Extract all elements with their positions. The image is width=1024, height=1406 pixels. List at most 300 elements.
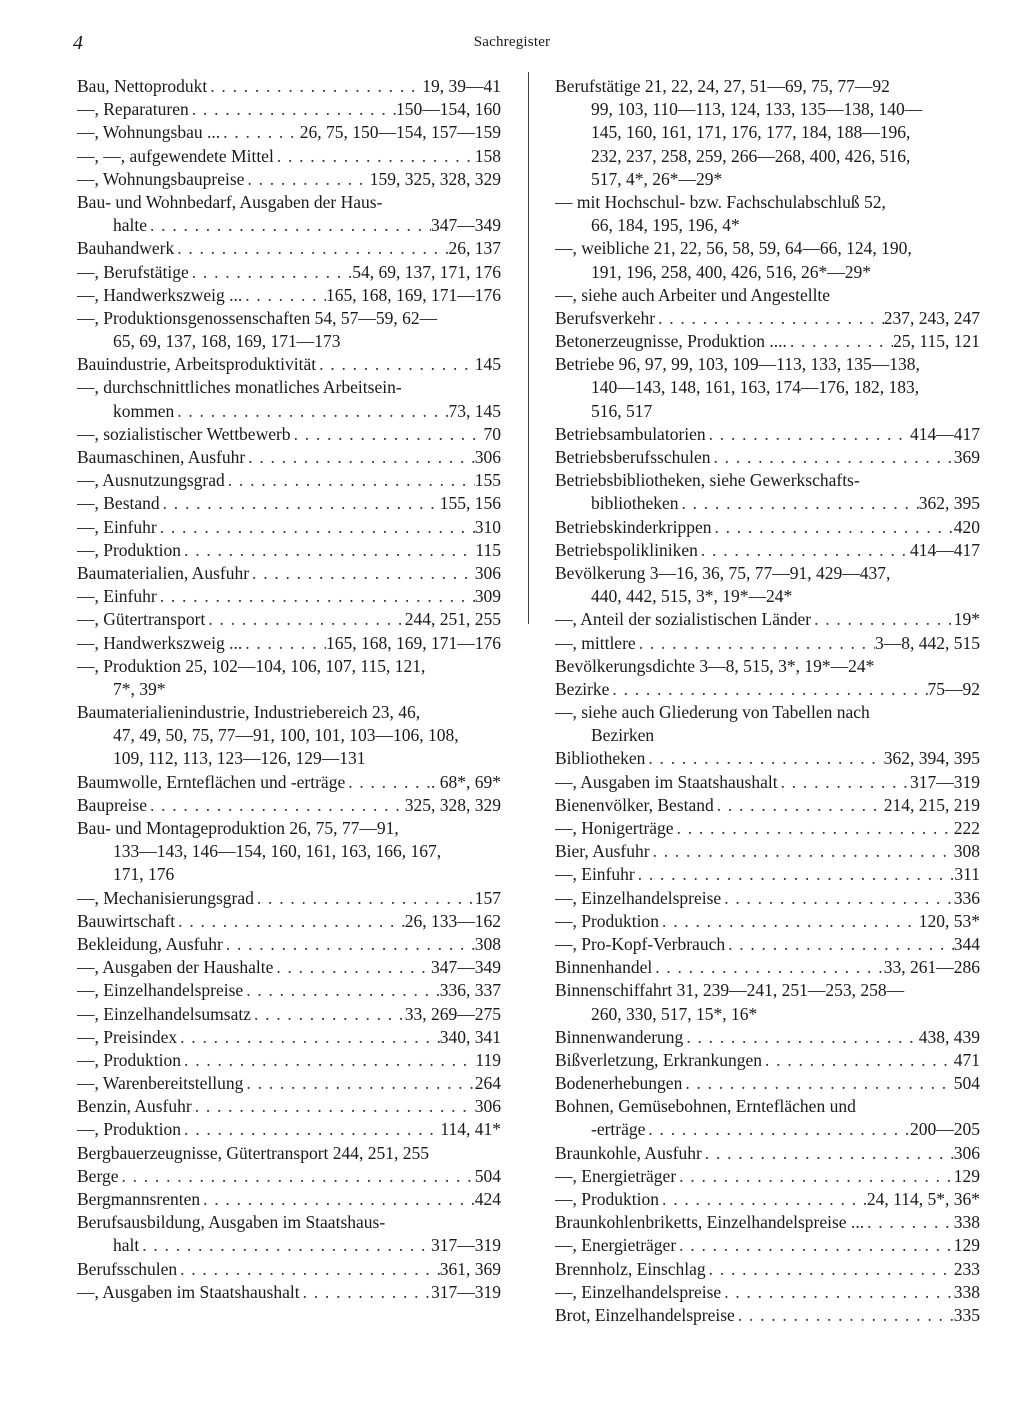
index-term: 191, 196, 258, 400, 426, 516, 26*—29* [591,261,871,282]
index-entry [555,1072,980,1095]
index-term: Berufsschulen [77,1258,178,1279]
index-entry [555,701,980,724]
index-term: halt [113,1235,140,1256]
dot-leader [192,1095,475,1118]
index-entry [555,747,980,770]
index-pages: 309 [474,586,501,607]
index-term: Betriebsbibliotheken, siehe Gewerkschafts- [555,470,860,491]
dot-leader [609,678,927,701]
index-term: —, Anteil der sozialistischen Länder [555,609,812,630]
index-entry [77,330,501,353]
dot-leader [245,446,475,469]
index-entry [77,724,501,747]
index-entry [77,1188,501,1211]
index-pages: 438, 439 [918,1026,980,1047]
index-term: —, Energieträger [555,1165,677,1186]
index-term: Bienenvölker, Bestand [555,794,714,815]
index-term: Betriebe 96, 97, 99, 103, 109—113, 133, 135—138, [555,354,920,375]
index-entry [555,1188,980,1211]
index-entry [77,887,501,910]
running-head: Sachregister [473,34,551,50]
index-entry [555,353,980,376]
dot-leader [714,794,884,817]
index-entry [555,539,980,562]
index-term: Bevölkerungsdichte 3—8, 515, 3*, 19*—24* [555,655,875,676]
index-entry [77,632,501,655]
dot-leader [721,1281,954,1304]
dot-leader [674,817,954,840]
index-pages: 200—205 [910,1119,980,1140]
index-term: 99, 103, 110—113, 124, 133, 135—138, 140— [591,99,923,120]
index-entry [555,585,980,608]
index-term: Bezirke [555,678,610,699]
index-term: —, Wohnungsbaupreise [77,168,245,189]
index-pages: 310 [474,516,501,537]
index-entry [77,1211,501,1234]
index-term: -erträge [591,1119,646,1140]
index-term: —, Einzelhandelspreise [555,887,722,908]
index-pages: 306 [953,1142,980,1163]
index-pages: 317—319 [910,771,980,792]
dot-leader [147,214,431,237]
index-term: —, Ausgaben der Haushalte [77,957,274,978]
index-entry [77,307,501,330]
index-term: —, siehe auch Gliederung von Tabellen nach [555,702,870,723]
index-term: —, Ausgaben im Staatshaushalt [77,1281,300,1302]
index-entry [77,1165,501,1188]
index-term: kommen [113,400,175,421]
index-term: —, Reparaturen [77,99,189,120]
index-term: —, Produktion [77,1049,182,1070]
index-term: Betriebskinderkrippen [555,516,712,537]
dot-leader [249,562,475,585]
index-entry [77,817,501,840]
index-pages: 26, 133—162 [404,910,501,931]
dot-leader [645,747,883,770]
index-entry [555,446,980,469]
index-term: Bauhandwerk [77,238,175,259]
index-entry [77,1142,501,1165]
dot-leader [223,933,475,956]
index-term: Berufstätige 21, 22, 24, 27, 51—69, 75, 77—92 [555,76,890,96]
index-entry [77,701,501,724]
index-entry [77,145,501,168]
index-entry [555,887,980,910]
dot-leader [706,1258,954,1281]
index-entry [555,145,980,168]
index-term: —, siehe auch Arbeiter und Angestellte [555,284,831,305]
index-entry [77,1234,501,1257]
index-term: Betonerzeugnisse, Produktion .... [555,331,787,352]
index-entry [555,98,980,121]
index-entry [555,214,980,237]
index-entry [555,469,980,492]
index-pages: 362, 394, 395 [883,748,980,769]
index-pages: 471 [953,1049,980,1070]
index-entry [77,98,501,121]
index-pages: 70 [483,423,501,444]
index-pages: 165, 168, 169, 171—176 [326,284,501,305]
dot-leader [655,307,884,330]
index-entry [555,678,980,701]
index-term: Baumwolle, Ernteflächen und -erträge [77,771,346,792]
index-pages: 264 [474,1073,501,1094]
dot-leader [698,539,910,562]
index-pages: 155, 156 [439,493,501,514]
index-pages: 233 [953,1258,980,1279]
index-pages: 344 [953,933,980,954]
index-term: — mit Hochschul- bzw. Fachschulabschluß 52, [555,191,886,212]
dot-leader [706,423,910,446]
dot-leader [636,632,875,655]
index-entry [77,237,501,260]
dot-leader [645,1118,910,1141]
dot-leader [683,1026,918,1049]
index-pages: 338 [953,1281,980,1302]
index-entry [555,933,980,956]
dot-leader [174,400,448,423]
dot-leader [291,423,484,446]
dot-leader [118,1165,474,1188]
dot-leader [345,771,431,794]
dot-leader [711,516,953,539]
index-term: 145, 160, 161, 171, 176, 177, 184, 188—196, [591,122,911,143]
index-pages: 165, 168, 169, 171—176 [326,632,501,653]
index-pages: 361, 369 [439,1258,501,1279]
index-entry [555,1026,980,1049]
index-pages: 325, 328, 329 [404,794,501,815]
index-term: 232, 237, 258, 259, 266—268, 400, 426, 516, [591,145,911,166]
index-term: Berge [77,1165,119,1186]
index-term: Binnenwanderung [555,1026,684,1047]
index-pages: 158 [474,145,501,166]
index-term: —, Einfuhr [77,586,157,607]
index-pages: 119 [475,1049,501,1070]
index-entry [555,1165,980,1188]
index-term: —, mittlere [555,632,636,653]
index-pages: 362, 395 [918,493,980,514]
index-pages: 25, 115, 121 [893,331,980,352]
index-pages: 336 [953,887,980,908]
index-term: Baupreise [77,794,147,815]
index-pages: 317—319 [431,1281,501,1302]
dot-leader [682,1072,953,1095]
index-entry [77,1118,501,1141]
index-entry [555,817,980,840]
index-entry [77,539,501,562]
dot-leader [147,794,405,817]
index-entry [555,1234,980,1257]
index-pages: 115 [475,539,501,560]
index-pages: 306 [474,1096,501,1117]
index-term: Bauindustrie, Arbeitsproduktivität [77,354,317,375]
index-entry [555,168,980,191]
dot-leader [735,1304,954,1327]
index-entry [555,516,980,539]
dot-leader [659,910,919,933]
page-number: 4 [73,32,83,54]
index-term: 516, 517 [591,400,653,421]
dot-leader [181,539,475,562]
index-term: Bau- und Wohnbedarf, Ausgaben der Haus- [77,191,383,212]
dot-leader [181,1049,475,1072]
index-term: —, Wohnungsbau ... [77,122,221,143]
index-term: Benzin, Ausfuhr [77,1096,192,1117]
index-term: —, sozialistischer Wettbewerb [77,423,291,444]
dot-leader [721,887,954,910]
index-term: —, Pro-Kopf-Verbrauch [555,933,726,954]
index-column-left [77,75,501,1304]
index-entry [77,1281,501,1304]
index-entry [77,75,501,98]
index-entry [77,492,501,515]
index-term: —, Energieträger [555,1235,677,1256]
index-pages: 347—349 [431,957,501,978]
index-term: bibliotheken [591,493,679,514]
index-pages: 308 [474,933,501,954]
dot-leader [316,353,475,376]
index-pages: 424 [474,1189,501,1209]
index-pages: 306 [474,447,501,467]
index-entry [77,562,501,585]
index-term: —, Einzelhandelspreise [555,1281,722,1302]
index-term: Binnenschiffahrt 31, 239—241, 251—253, 258— [555,980,905,1001]
index-term: Berufsverkehr [555,307,656,328]
index-entry [555,1142,980,1165]
index-entry [77,655,501,678]
index-term: —, Ausnutzungsgrad [77,470,225,491]
index-term: —, —, aufgewendete Mittel [77,145,274,166]
index-entry [555,284,980,307]
dot-leader [702,1142,954,1165]
index-entry [77,863,501,886]
index-term: halte [113,215,148,236]
index-entry [77,168,501,191]
dot-leader [207,75,422,98]
index-pages: 145 [474,354,501,375]
index-pages: 338 [953,1212,980,1233]
index-entry [77,423,501,446]
index-pages: 214, 215, 219 [883,794,980,815]
index-entry [555,979,980,1002]
index-entry [77,1003,501,1026]
index-entry [555,655,980,678]
dot-leader [676,1165,954,1188]
index-entry [77,933,501,956]
index-pages: 504 [474,1165,501,1186]
dot-leader [652,956,884,979]
dot-leader [243,979,440,1002]
index-entry [77,353,501,376]
index-pages: 414—417 [910,539,980,560]
dot-leader [243,1072,474,1095]
index-term: Bauwirtschaft [77,910,176,931]
index-entry [77,191,501,214]
dot-leader [220,121,300,144]
index-entry [555,632,980,655]
index-entry [555,608,980,631]
index-pages: 244, 251, 255 [404,609,501,630]
dot-leader [864,1211,954,1234]
index-entry [555,330,980,353]
dot-leader [254,887,475,910]
index-pages: 75—92 [927,678,980,699]
index-term: —, Einfuhr [555,864,635,885]
index-entry [77,1258,501,1281]
index-entry [555,1003,980,1026]
index-entry [77,516,501,539]
index-term: —, Produktion 25, 102—104, 106, 107, 115, 121, [77,655,426,676]
index-entry [555,956,980,979]
index-term: Bevölkerung 3—16, 36, 75, 77—91, 429—437, [555,562,891,583]
index-term: —, Honigerträge [555,818,674,838]
index-entry [555,121,980,144]
dot-leader [174,237,448,260]
index-entry [555,261,980,284]
dot-leader [725,933,954,956]
index-term: Betriebsberufsschulen [555,447,711,467]
index-term: Bißverletzung, Erkrankungen [555,1049,763,1070]
index-entry [555,562,980,585]
index-entry [77,678,501,701]
index-entry [77,400,501,423]
dot-leader [762,1049,954,1072]
index-entry [555,1281,980,1304]
index-term: Baumaterialienindustrie, Industriebereich 23, 46, [77,702,421,723]
dot-leader [635,863,955,886]
index-term: Betriebsambulatorien [555,423,706,444]
index-entry [77,840,501,863]
index-entry [555,492,980,515]
column-divider [528,72,529,624]
index-term: —, Handwerkszweig ... [77,284,243,305]
dot-leader [139,1234,431,1257]
index-term: —, Produktion [77,1119,182,1140]
index-entry [555,75,980,98]
index-term: Brot, Einzelhandelspreise [555,1304,735,1325]
index-entry [77,771,501,794]
index-term: Betriebspolikliniken [555,539,698,560]
index-pages: 24, 114, 5*, 36* [866,1189,980,1209]
index-entry [555,423,980,446]
index-pages: 129 [953,1165,980,1186]
index-entry [77,910,501,933]
index-entry [77,446,501,469]
index-term: 7*, 39* [113,678,166,699]
index-entry [555,863,980,886]
dot-leader [711,446,954,469]
index-term: —, Ausgaben im Staatshaushalt [555,771,778,792]
index-term: 440, 442, 515, 3*, 19*—24* [591,586,793,607]
index-term: Baumaterialien, Ausfuhr [77,562,250,583]
index-term: —, Produktion [555,910,660,931]
index-term: —, Einzelhandelsumsatz [77,1003,251,1024]
index-entry [555,307,980,330]
index-term: Berufsausbildung, Ausgaben im Staatshaus- [77,1212,386,1233]
index-term: Bergmannsrenten [77,1189,201,1209]
index-entry [77,794,501,817]
index-entry [77,1072,501,1095]
index-pages: 347—349 [431,215,501,236]
index-entry [555,400,980,423]
index-term: —, durchschnittliches monatliches Arbeitsein- [77,377,402,398]
dot-leader [676,1234,954,1257]
index-entry [77,585,501,608]
index-term: 65, 69, 137, 168, 169, 171—173 [113,331,341,352]
dot-leader [177,1026,440,1049]
index-term: —, Produktionsgenossenschaften 54, 57—59, 62— [77,307,438,328]
index-term: Bier, Ausfuhr [555,841,650,862]
index-entry [555,1118,980,1141]
index-entry [77,1095,501,1118]
dot-leader [225,469,475,492]
index-term: Baumaschinen, Ausfuhr [77,447,246,467]
index-term: Brennholz, Einschlag [555,1258,706,1279]
index-pages: 340, 341 [439,1026,501,1047]
index-term: —, Mechanisierungsgrad [77,887,254,908]
index-pages: 311 [954,864,980,885]
index-entry [555,724,980,747]
index-pages: 54, 69, 137, 171, 176 [352,261,501,282]
index-term: 517, 4*, 26*—29* [591,168,723,189]
dot-leader [678,492,918,515]
index-entry [555,1258,980,1281]
index-pages: 420 [953,516,980,537]
index-entry [555,840,980,863]
dot-leader [200,1188,475,1211]
dot-leader [160,492,440,515]
index-pages: 504 [953,1073,980,1094]
index-entry [555,237,980,260]
index-pages: 306 [474,562,501,583]
dot-leader [811,608,954,631]
index-pages: 114, 41* [440,1119,501,1140]
index-entry [77,261,501,284]
index-pages: 19* [953,609,980,630]
index-pages: 26, 137 [448,238,501,259]
index-pages: 129 [953,1235,980,1256]
index-pages: 33, 261—286 [883,957,980,978]
index-term: 109, 112, 113, 123—126, 129—131 [113,748,366,769]
index-pages: 33, 269—275 [404,1003,501,1024]
index-entry [77,1026,501,1049]
index-term: 66, 184, 195, 196, 4* [591,215,740,236]
index-pages: 414—417 [910,423,980,444]
index-term: Braunkohle, Ausfuhr [555,1142,702,1163]
index-term: Bodenerhebungen [555,1073,683,1094]
index-term: Bezirken [591,725,655,746]
index-term: Bau, Nettoprodukt [77,76,208,96]
index-pages: 3—8, 442, 515 [875,632,980,653]
index-pages: 159, 325, 328, 329 [369,168,501,189]
index-term: Bibliotheken [555,748,646,769]
index-term: —, Produktion [77,539,182,560]
index-term: —, Bestand [77,493,160,514]
index-term: 140—143, 148, 161, 163, 174—176, 182, 183, [591,377,920,398]
index-pages: 237, 243, 247 [883,307,980,328]
index-entry [77,469,501,492]
index-pages: 120, 53* [918,910,980,931]
index-entry [77,214,501,237]
index-pages: 336, 337 [439,980,501,1001]
index-term: 47, 49, 50, 75, 77—91, 100, 101, 103—106, 108, [113,725,459,746]
index-entry [77,1049,501,1072]
index-pages: 157 [474,887,501,908]
index-term: —, weibliche 21, 22, 56, 58, 59, 64—66, 124, 190, [555,238,912,259]
index-term: —, Handwerkszweig ... [77,632,243,653]
dot-leader [787,330,893,353]
index-pages: 73, 145 [448,400,501,421]
